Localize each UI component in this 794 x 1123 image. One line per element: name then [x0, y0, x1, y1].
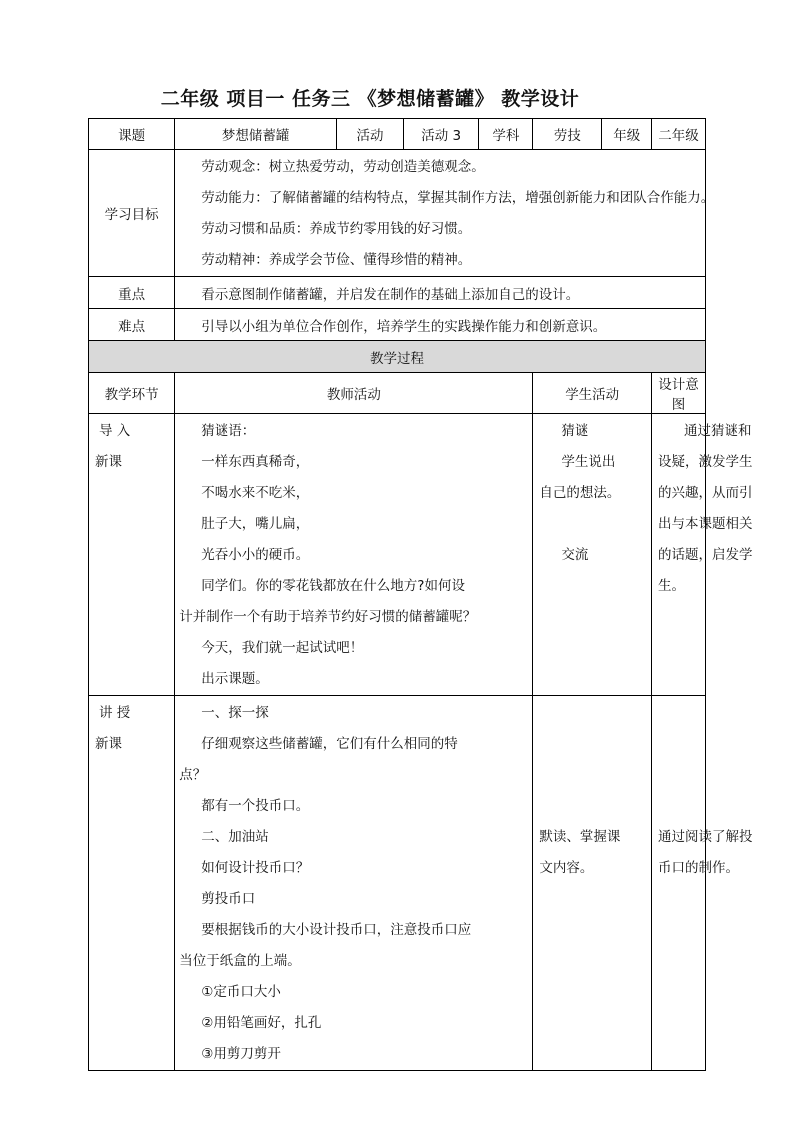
intent-line: 生。 — [658, 578, 686, 594]
teacher-line: 二、加油站 — [201, 829, 269, 845]
student-line: 猜谜 — [561, 423, 589, 439]
goal-item: 劳动能力：了解储蓄罐的结构特点，掌握其制作方法，增强创新能力和团队合作能力。 — [201, 190, 715, 206]
teacher-line: 点？ — [179, 767, 207, 783]
student-activity-cell — [533, 696, 652, 1071]
design-intent-cell — [652, 696, 753, 1071]
student-line: 默读、掌握课 — [539, 829, 621, 845]
process-row-intro — [89, 414, 706, 696]
intent-line: 的兴趣，从而引 — [658, 485, 753, 501]
intent-line: 的话题，启发学 — [658, 547, 753, 563]
column-header-student: 学生活动 — [533, 373, 652, 414]
lesson-plan-table — [88, 118, 753, 1071]
student-activity-cell — [533, 414, 652, 696]
subject-value: 劳技 — [533, 119, 602, 150]
info-row — [89, 119, 706, 150]
teacher-line: 不喝水来不吃米， — [201, 485, 310, 501]
subject-label: 学科 — [479, 119, 533, 150]
stage-line: 新课 — [95, 454, 122, 470]
intent-line: 币口的制作。 — [658, 860, 740, 876]
activity-label: 活动 — [337, 119, 404, 150]
teacher-line: 如何设计投币口？ — [201, 860, 310, 876]
process-columns-row — [89, 373, 706, 414]
goals-cell — [175, 150, 715, 277]
stage-line: 新课 — [95, 736, 122, 752]
key-point-text: 看示意图制作储蓄罐，并启发在制作的基础上添加自己的设计。 — [175, 277, 706, 309]
teacher-line: 一、探一探 — [201, 705, 269, 721]
teacher-line: ③用剪刀剪开 — [201, 1046, 281, 1062]
intent-line: 出与本课题相关 — [658, 516, 753, 532]
stage-cell — [89, 414, 175, 696]
teacher-line: 肚子大，嘴儿扁， — [201, 516, 310, 532]
key-point-row — [89, 277, 706, 309]
student-line: 文内容。 — [539, 860, 594, 876]
activity-value: 活动 3 — [403, 119, 479, 150]
intent-line: 设疑，激发学生 — [658, 454, 753, 470]
teacher-line: 光吞小小的硬币。 — [201, 547, 310, 563]
goal-item: 劳动观念：树立热爱劳动，劳动创造美德观念。 — [201, 159, 485, 175]
topic-label: 课题 — [89, 119, 175, 150]
teacher-line: 要根据钱币的大小设计投币口，注意投币口应 — [201, 922, 472, 938]
grade-value: 二年级 — [652, 119, 706, 150]
stage-line: 讲 授 — [99, 705, 131, 721]
process-header: 教学过程 — [89, 341, 706, 373]
teacher-line: ①定币口大小 — [201, 984, 281, 1000]
intent-line: 通过猜谜和 — [684, 423, 752, 439]
teacher-line: 都有一个投币口。 — [201, 798, 310, 814]
goal-item: 劳动习惯和品质：养成节约零用钱的好习惯。 — [201, 221, 472, 237]
teacher-activity-cell — [175, 414, 533, 696]
teacher-line: 剪投币口 — [201, 891, 256, 907]
teacher-line: 今天，我们就一起试试吧！ — [201, 640, 364, 656]
goals-label: 学习目标 — [89, 150, 175, 277]
goals-row — [89, 150, 706, 277]
student-line: 学生说出 — [561, 454, 616, 470]
stage-line: 导 入 — [99, 423, 131, 439]
column-header-teacher: 教师活动 — [175, 373, 533, 414]
student-line — [533, 509, 651, 540]
teacher-activity-cell — [175, 696, 533, 1071]
student-line: 交流 — [561, 547, 589, 563]
student-line: 自己的想法。 — [539, 485, 621, 501]
key-point-label: 重点 — [89, 277, 175, 309]
stage-cell — [89, 696, 175, 1071]
process-row-teaching — [89, 696, 706, 1071]
difficulty-row — [89, 309, 706, 341]
teacher-line: 一样东西真稀奇， — [201, 454, 310, 470]
teacher-line: 猜谜语： — [201, 423, 256, 439]
teacher-line: ②用铅笔画好，扎孔 — [201, 1015, 322, 1031]
difficulty-text: 引导以小组为单位合作创作，培养学生的实践操作能力和创新意识。 — [175, 309, 706, 341]
teacher-line: 计并制作一个有助于培养节约好习惯的储蓄罐呢？ — [179, 609, 477, 625]
column-header-intent: 设计意图 — [652, 373, 706, 414]
goal-item: 劳动精神：养成学会节俭、懂得珍惜的精神。 — [201, 252, 472, 268]
difficulty-label: 难点 — [89, 309, 175, 341]
teacher-line: 出示课题。 — [201, 671, 269, 687]
intent-line: 通过阅读了解投 — [658, 829, 753, 845]
page-title: 二年级 项目一 任务三 《梦想储蓄罐》 教学设计 — [160, 88, 580, 110]
design-intent-cell — [652, 414, 753, 696]
teacher-line: 同学们。你的零花钱都放在什么地方?如何设 — [201, 578, 465, 594]
column-header-stage: 教学环节 — [89, 373, 175, 414]
teacher-line: 仔细观察这些储蓄罐，它们有什么相同的特 — [201, 736, 458, 752]
grade-label: 年级 — [602, 119, 652, 150]
topic-value: 梦想储蓄罐 — [175, 119, 337, 150]
teacher-line: 当位于纸盒的上端。 — [179, 953, 301, 969]
process-header-row — [89, 341, 706, 373]
